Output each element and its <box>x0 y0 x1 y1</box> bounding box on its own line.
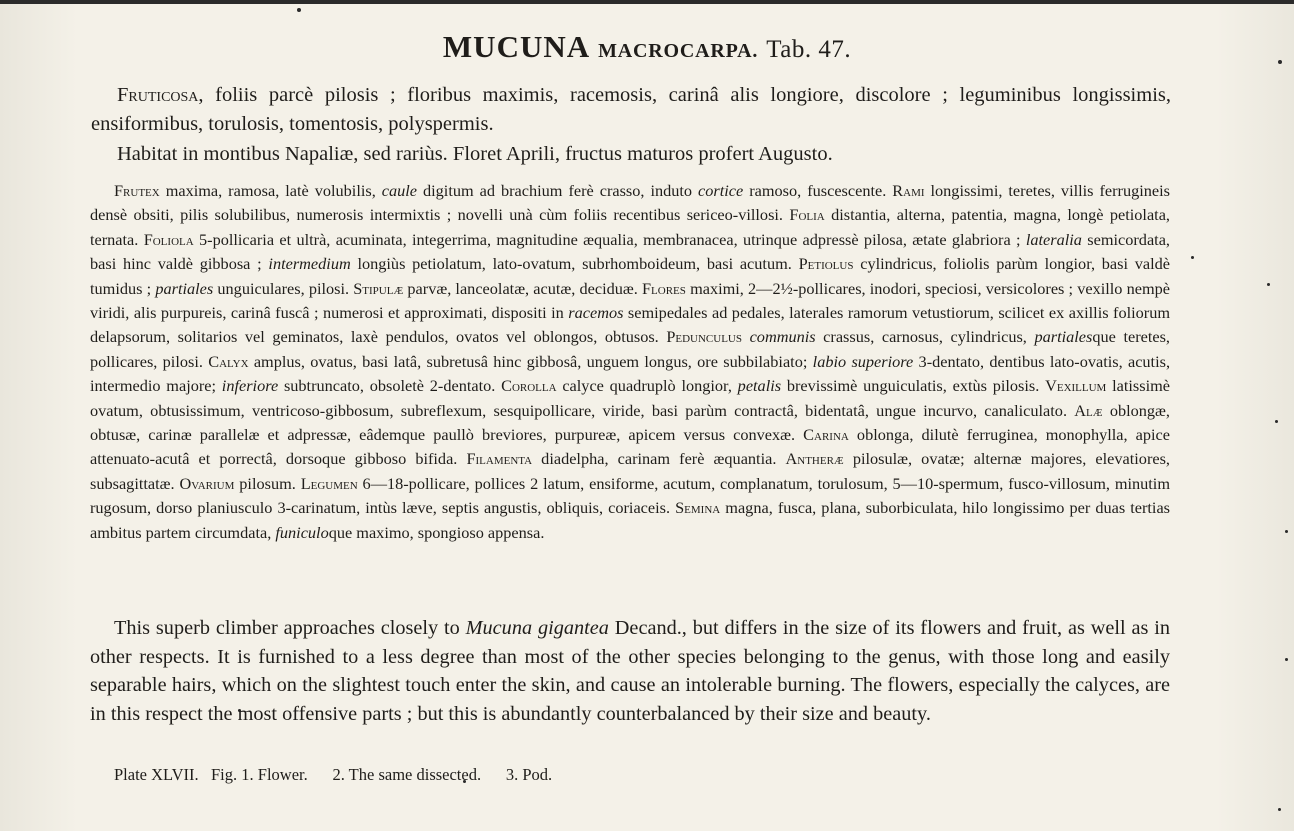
description-text: maxima, ramosa, latè volubilis, <box>159 181 382 200</box>
description-heading: Pedunculus <box>666 327 742 347</box>
description-heading: Rami <box>892 181 925 200</box>
genus-name: MUCUNA <box>442 29 591 64</box>
description-heading: Frutex <box>114 181 160 200</box>
plate-caption: Plate XLVII. Fig. 1. Flower. 2. The same dissected. 3. Pod. <box>114 765 553 784</box>
page-title <box>90 29 1204 65</box>
diagnosis-paragraph <box>91 81 1171 139</box>
speck <box>1267 283 1270 286</box>
description-text: 5-pollicaria et ultrà, acuminata, integerrima, magnitudine æqualia, membranacea, utrinque adpressè pilosa, ætate glabriora ; <box>193 229 1026 249</box>
description-heading: Flores <box>642 278 686 298</box>
speck <box>297 8 301 12</box>
description-heading: Corolla <box>501 376 557 396</box>
description-text: 3-dentato, dentibus lato-ovatis, acutis, intermedio majore; <box>90 351 1171 396</box>
description-heading: Stipulæ <box>353 278 404 298</box>
tab-number: Tab. 47. <box>766 36 852 63</box>
species-name: MACROCARPA. <box>598 40 759 62</box>
description-heading: Foliola <box>143 229 194 249</box>
description-text: magna, fusca, plana, suborbiculata, hilo longissimo per duas tertias ambitus partem circumdata, <box>90 498 1171 542</box>
habitat-line: Habitat in montibus Napaliæ, sed rariùs. Floret Aprili, fructus maturos profert Augusto. <box>117 143 833 165</box>
description-text: longissimi, teretes, villis ferrugineis densè obsiti, pilis solubilibus, numerosis intermixtis ; novelli unà cùm foliis recentibus sericeo-villosi. <box>90 181 1171 225</box>
description-heading: Petiolus <box>798 254 854 274</box>
description-text <box>742 327 750 346</box>
description-italic-term: racemos <box>568 303 624 323</box>
description-italic-term: petalis <box>737 376 782 396</box>
commentary-italic-term: Mucuna gigantea <box>465 617 609 639</box>
description-text: distantia, alterna, patentia, magna, longè petiolata, ternata. <box>90 205 1170 249</box>
description-italic-term: communis <box>749 327 816 347</box>
description-italic-term: inferiore <box>221 376 279 396</box>
speck <box>1275 420 1278 423</box>
speck <box>1191 256 1194 259</box>
description-heading: Calyx <box>208 351 249 371</box>
english-commentary <box>90 614 1170 728</box>
latin-diagnosis <box>91 81 1171 169</box>
description-text: ramoso, fuscescente. <box>743 181 893 200</box>
description-heading: Carina <box>803 425 849 445</box>
description-text: amplus, ovatus, basi latâ, subretusâ hinc gibbosâ, unguem longus, ore subbilabiato; <box>248 351 813 371</box>
description-text: maximi, 2—2½-pollicares, inodori, speciosi, versicolores ; vexillo nempè viridi, alis purpureis, carinâ fuscâ ; numerosi et approximati, dispositi in <box>90 278 1171 323</box>
description-heading: Alæ <box>1074 400 1103 420</box>
description-italic-term: partiales <box>1034 327 1093 347</box>
page-top-edge <box>0 0 1294 4</box>
description-text: parvæ, lanceolatæ, acutæ, deciduæ. <box>403 278 642 298</box>
description-italic-term: partiales <box>155 278 214 298</box>
description-text: subtruncato, obsoletè 2-dentato. <box>278 376 502 396</box>
description-text: cylindricus, foliolis parùm longior, basi valdè tumidus ; <box>90 254 1171 298</box>
description-text: digitum ad brachium ferè crasso, induto <box>417 181 699 200</box>
speck <box>1278 808 1281 811</box>
description-text: crassus, carnosus, cylindricus, <box>815 327 1035 347</box>
description-text: oblongæ, obtusæ, carinæ parallelæ et adpressæ, eâdemque paullò breviores, purpureæ, apicem versus convexæ. <box>90 400 1170 445</box>
description-text: unguiculares, pilosi. <box>213 278 354 298</box>
speck <box>1278 60 1282 64</box>
latin-description <box>90 179 1170 545</box>
description-italic-term: caule <box>381 181 418 200</box>
description-italic-term: lateralia <box>1025 229 1082 249</box>
description-text: oblonga, dilutè ferruginea, monophylla, apice attenuato-acutâ et porrectâ, dorsoque gibboso bifida. <box>90 425 1170 469</box>
speck <box>1285 530 1288 533</box>
description-italic-term: labio superiore <box>812 351 914 371</box>
commentary-text: Decand., but differs in the size of its flowers and fruit, as well as in other respects. It is furnished to a less degree than most of the other species belonging to the genus, with those long and easily separable hairs, which on the slightest touch enter the skin, and cause an intolerable burning. The flowers, especially the calyces, are in this respect the most offensive parts ; but this is abundantly counterbalanced by their size and beauty. <box>90 617 1171 725</box>
description-italic-term: funiculo <box>275 522 329 542</box>
diagnosis-text: foliis parcè pilosis ; floribus maximis, racemosis, carinâ alis longiore, discolore ; leguminibus longissimis, ensiformibus, torulosis, tomentosis, polyspermis. <box>91 84 1171 135</box>
commentary-paragraph <box>90 614 1170 728</box>
description-text: calyce quadruplò longior, <box>556 376 738 396</box>
description-text: semipedales ad pedales, laterales ramorum vetustiorum, scilicet ex axillis foliorum delapsorum, solitarios vel geminatos, laxè pendulos, ovatos vel oblongos, obtusos. <box>90 303 1171 347</box>
diagnosis-lead: Fruticosa, <box>117 84 204 106</box>
description-paragraph <box>90 179 1170 545</box>
description-text: semicordata, basi hinc valdè gibbosa ; <box>90 229 1170 274</box>
description-text: diadelpha, carinam ferè æquantia. <box>532 449 786 469</box>
description-heading: Antheræ <box>785 449 844 469</box>
speck <box>1285 658 1288 661</box>
description-heading: Filamenta <box>466 449 533 469</box>
description-italic-term: intermedium <box>268 254 351 274</box>
description-heading: Semina <box>675 498 721 518</box>
description-heading: Vexillum <box>1045 376 1107 396</box>
commentary-text: This superb climber approaches closely to <box>114 617 466 639</box>
description-heading: Folia <box>789 205 825 225</box>
description-text: 6—18-pollicare, pollices 2 latum, ensiforme, acutum, complanatum, torulosum, 5—10-spermum, fusco-villosum, minutim rugosum, dorso planiusculo 3-carinatum, intùs læve, septis angustis, obliquis, coriaceis. <box>90 473 1170 518</box>
description-text: que maximo, spongioso appensa. <box>328 522 545 542</box>
description-text: que teretes, pollicares, pilosi. <box>90 327 1170 371</box>
description-text: latissimè ovatum, obtusissimum, ventricoso-gibbosum, subreflexum, sesquipollicare, viride, basi parùm contractâ, bidentatâ, ungue incurvo, canaliculato. <box>90 376 1170 420</box>
description-heading: Ovarium <box>179 473 235 493</box>
description-text: pilosum. <box>234 473 301 493</box>
description-text: brevissimè unguiculatis, extùs pilosis. <box>781 376 1046 396</box>
description-text: pilosulæ, ovatæ; alternæ majores, elevatiores, subsagittatæ. <box>90 449 1170 493</box>
description-text: longiùs petiolatum, lato-ovatum, subrhomboideum, basi acutum. <box>350 254 799 274</box>
description-italic-term: cortice <box>698 181 744 200</box>
description-heading: Legumen <box>300 473 358 493</box>
